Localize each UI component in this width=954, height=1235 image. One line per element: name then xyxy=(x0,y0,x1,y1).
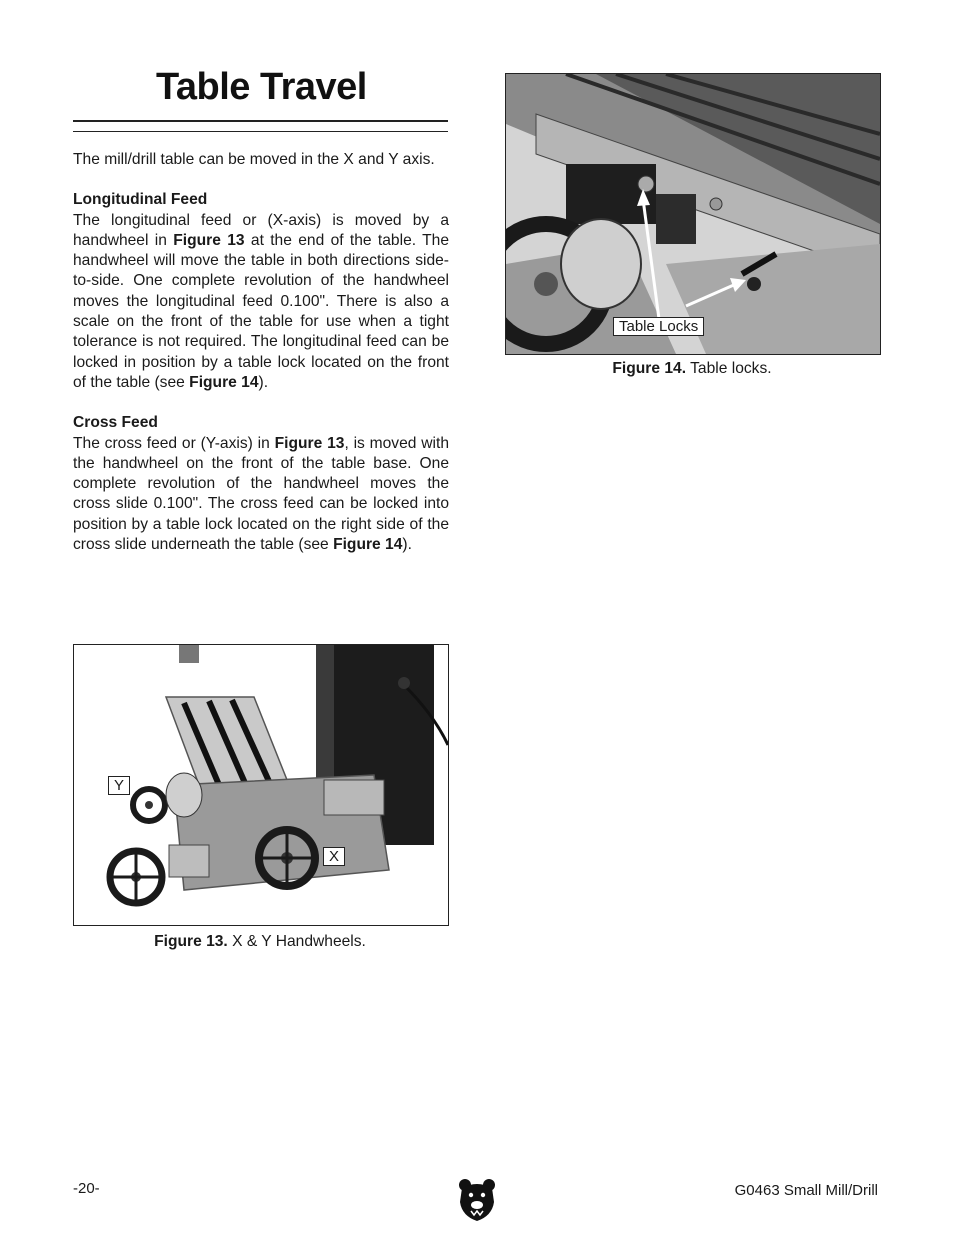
longitudinal-feed-paragraph: The longitudinal feed or (X-axis) is moved by a handwheel in Figure 13 at the end of the table. The handwheel will move the table in both directions side-to-side. One complete revolution of the handwheel moves the longitudinal feed 0.100". There is also a scale on the front of the table for use when a tight tolerance is not required. The longitudinal feed can be locked in position by a table lock located on the front of the table (see Figure 14). xyxy=(73,211,449,391)
figure-13-caption: Figure 13. X & Y Handwheels. xyxy=(154,933,366,950)
figure-14-reference[interactable]: Figure 14 xyxy=(189,373,259,391)
title-rule-thin xyxy=(73,131,448,132)
figure-14-caption: Figure 14. Table locks. xyxy=(612,360,772,377)
figure-14-reference[interactable]: Figure 14 xyxy=(333,536,403,554)
intro-paragraph: The mill/drill table can be moved in the X and Y axis. xyxy=(73,151,435,168)
cross-feed-heading: Cross Feed xyxy=(73,414,158,432)
table-locks-callout: Table Locks xyxy=(613,317,704,336)
page-number: -20- xyxy=(73,1180,100,1197)
figure-13-reference[interactable]: Figure 13 xyxy=(274,434,345,452)
title-rule-thick xyxy=(73,120,448,122)
manual-title: G0463 Small Mill/Drill xyxy=(734,1182,878,1199)
cross-feed-paragraph: The cross feed or (Y-axis) in Figure 13, is moved with the handwheel on the front of the table base. One complete revolution of the handwheel moves the cross slide 0.100". The cross feed can be locked into position by a table lock located on the right side of the cross slide underneath the table (see Figure 14). xyxy=(73,434,449,554)
y-axis-label: Y xyxy=(108,776,130,795)
grizzly-bear-logo-icon xyxy=(458,1178,496,1227)
figure-13-reference[interactable]: Figure 13 xyxy=(173,231,245,249)
text-column xyxy=(73,150,449,555)
page-title: Table Travel xyxy=(156,66,367,108)
longitudinal-feed-heading: Longitudinal Feed xyxy=(73,191,208,209)
x-axis-label: X xyxy=(323,847,345,866)
figure-14-photo xyxy=(505,73,881,355)
